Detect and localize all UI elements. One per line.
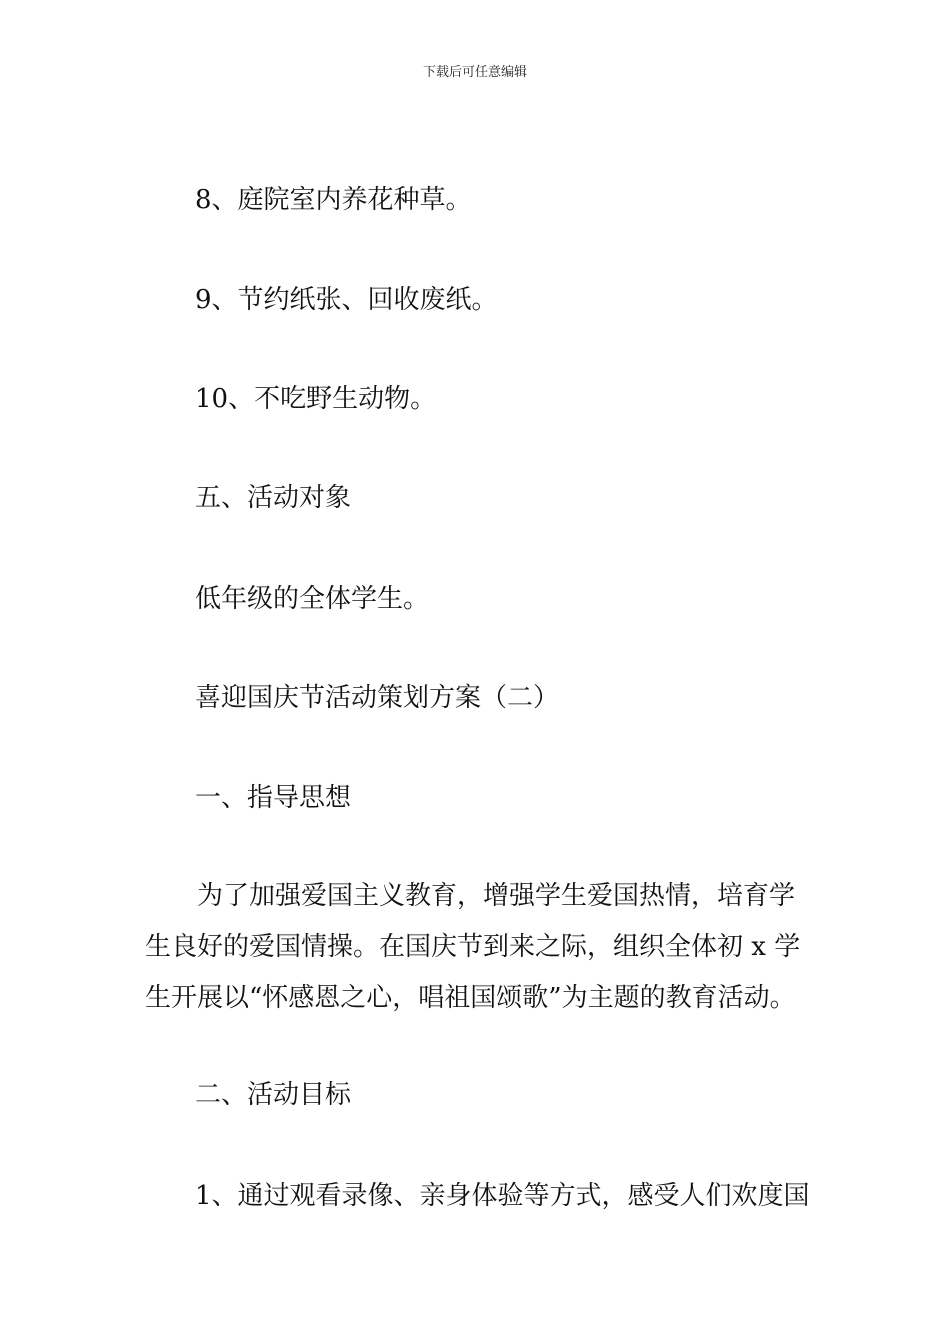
section-2-heading: 二、活动目标: [195, 1080, 352, 1110]
list-item-8: 8、庭院室内养花种草。: [195, 185, 472, 215]
page-header-note: 下载后可任意编辑: [422, 65, 527, 80]
section-1-paragraph: 为了加强爱国主义教育，增强学生爱国热情，培育学生良好的爱国情操。在国庆节到来之际，组织全体初 x 学生开展以“怀感恩之心，唱祖国颂歌”为主题的教育活动。: [145, 881, 801, 1013]
goal-1-text: 1、通过观看录像、亲身体验等方式，感受人们欢度国: [195, 1181, 810, 1211]
list-item-10: 10、不吃野生动物。: [195, 384, 437, 414]
section-5-text: 低年级的全体学生。: [195, 584, 430, 614]
section-5-heading: 五、活动对象: [195, 483, 352, 513]
list-item-9: 9、节约纸张、回收废纸。: [195, 285, 498, 315]
section-1-heading: 一、指导思想: [195, 783, 352, 813]
plan-2-title: 喜迎国庆节活动策划方案（二）: [195, 683, 560, 713]
